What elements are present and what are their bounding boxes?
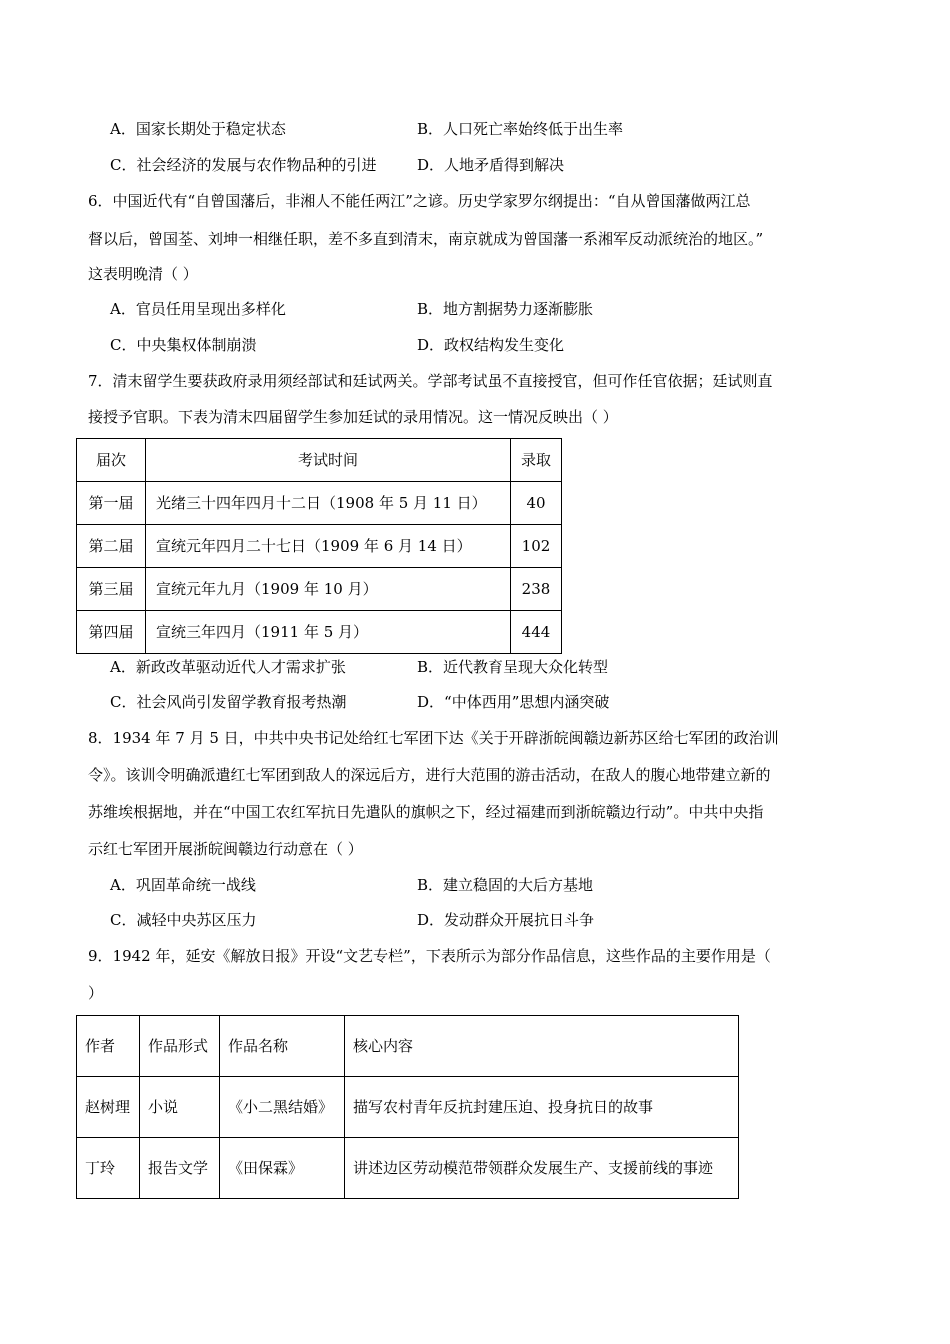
table-cell: 第一届 xyxy=(77,482,146,525)
q6-stem-line-1: 6．中国近代有“自曾国藩后，非湘人不能任两江”之谚。历史学家罗尔纲提出：“自从曾国藩做两江总 xyxy=(88,192,751,210)
table-cell: 丁玲 xyxy=(77,1138,140,1199)
table-row xyxy=(77,611,562,654)
table-row xyxy=(77,525,562,568)
q8-option-b: B．建立稳固的大后方基地 xyxy=(417,876,594,894)
table-cell: 《田保霖》 xyxy=(220,1138,345,1199)
table-cell: 102 xyxy=(511,525,562,568)
q9-table xyxy=(76,1015,739,1199)
q6-stem-line-2: 督以后，曾国荃、刘坤一相继任职，差不多直到清末，南京就成为曾国藩一系湘军反动派统治的地区。” xyxy=(88,230,764,248)
q9-header-author: 作者 xyxy=(77,1016,140,1077)
table-cell: 40 xyxy=(511,482,562,525)
table-cell: 宣统三年四月（1911 年 5 月） xyxy=(146,611,511,654)
q6-option-d: D．政权结构发生变化 xyxy=(417,336,565,354)
q9-header-title: 作品名称 xyxy=(220,1016,345,1077)
table-cell: 第三届 xyxy=(77,568,146,611)
table-cell: 《小二黑结婚》 xyxy=(220,1077,345,1138)
q7-option-c: C．社会风尚引发留学教育报考热潮 xyxy=(110,693,347,711)
q8-option-d: D．发动群众开展抗日斗争 xyxy=(417,911,595,929)
q9-header-form: 作品形式 xyxy=(140,1016,220,1077)
table-cell: 第二届 xyxy=(77,525,146,568)
q8-option-a: A．巩固革命统一战线 xyxy=(110,876,256,894)
table-row xyxy=(77,1138,739,1199)
q7-stem-line-2: 接授予官职。下表为清末四届留学生参加廷试的录用情况。这一情况反映出（ ） xyxy=(88,408,618,426)
q7-table xyxy=(76,438,562,654)
table-row xyxy=(77,568,562,611)
q5-option-b: B．人口死亡率始终低于出生率 xyxy=(417,120,624,138)
q8-option-c: C．减轻中央苏区压力 xyxy=(110,911,257,929)
q7-option-a: A．新政改革驱动近代人才需求扩张 xyxy=(110,658,346,676)
q8-stem-line-3: 苏维埃根据地，并在“中国工农红军抗日先遣队的旗帜之下，经过福建而到浙皖赣边行动”。中共中央指 xyxy=(88,803,764,821)
q7-header-admitted: 录取 xyxy=(511,439,562,482)
q5-option-d: D．人地矛盾得到解决 xyxy=(417,156,565,174)
q7-header-time: 考试时间 xyxy=(146,439,511,482)
q5-option-c: C．社会经济的发展与农作物品种的引进 xyxy=(110,156,377,174)
table-cell: 444 xyxy=(511,611,562,654)
q7-option-b: B．近代教育呈现大众化转型 xyxy=(417,658,609,676)
table-cell: 宣统元年九月（1909 年 10 月） xyxy=(146,568,511,611)
q6-option-b: B．地方割据势力逐渐膨胀 xyxy=(417,300,594,318)
table-cell: 报告文学 xyxy=(140,1138,220,1199)
table-cell: 赵树理 xyxy=(77,1077,140,1138)
table-row xyxy=(77,482,562,525)
table-cell: 宣统元年四月二十七日（1909 年 6 月 14 日） xyxy=(146,525,511,568)
table-header-row xyxy=(77,439,562,482)
q8-stem-line-2: 令》。该训令明确派遣红七军团到敌人的深远后方，进行大范围的游击活动，在敌人的腹心地带建立新的 xyxy=(88,766,771,784)
table-row xyxy=(77,1077,739,1138)
q6-stem-line-3: 这表明晚清（ ） xyxy=(88,265,198,283)
table-cell: 第四届 xyxy=(77,611,146,654)
table-cell: 描写农村青年反抗封建压迫、投身抗日的故事 xyxy=(345,1077,739,1138)
q7-header-session: 届次 xyxy=(77,439,146,482)
table-cell: 小说 xyxy=(140,1077,220,1138)
table-cell: 238 xyxy=(511,568,562,611)
q5-option-a: A．国家长期处于稳定状态 xyxy=(110,120,286,138)
q8-stem-line-4: 示红七军团开展浙皖闽赣边行动意在（ ） xyxy=(88,840,363,858)
q8-stem-line-1: 8．1934 年 7 月 5 日，中共中央书记处给红七军团下达《关于开辟浙皖闽赣边新苏区给七军团的政治训 xyxy=(88,729,779,747)
table-cell: 讲述边区劳动模范带领群众发展生产、支援前线的事迹 xyxy=(345,1138,739,1199)
q7-stem-line-1: 7．清末留学生要获政府录用须经部试和廷试两关。学部考试虽不直接授官，但可作任官依据；廷试则直 xyxy=(88,372,773,390)
q6-option-c: C．中央集权体制崩溃 xyxy=(110,336,257,354)
q9-stem-line-2: ） xyxy=(88,984,104,1002)
q7-option-d: D．“中体西用”思想内涵突破 xyxy=(417,693,610,711)
q9-stem-line-1: 9．1942 年，延安《解放日报》开设“文艺专栏”，下表所示为部分作品信息，这些作品的主要作用是（ xyxy=(88,947,771,965)
q9-header-content: 核心内容 xyxy=(345,1016,739,1077)
table-header-row xyxy=(77,1016,739,1077)
table-cell: 光绪三十四年四月十二日（1908 年 5 月 11 日） xyxy=(146,482,511,525)
q6-option-a: A．官员任用呈现出多样化 xyxy=(110,300,286,318)
